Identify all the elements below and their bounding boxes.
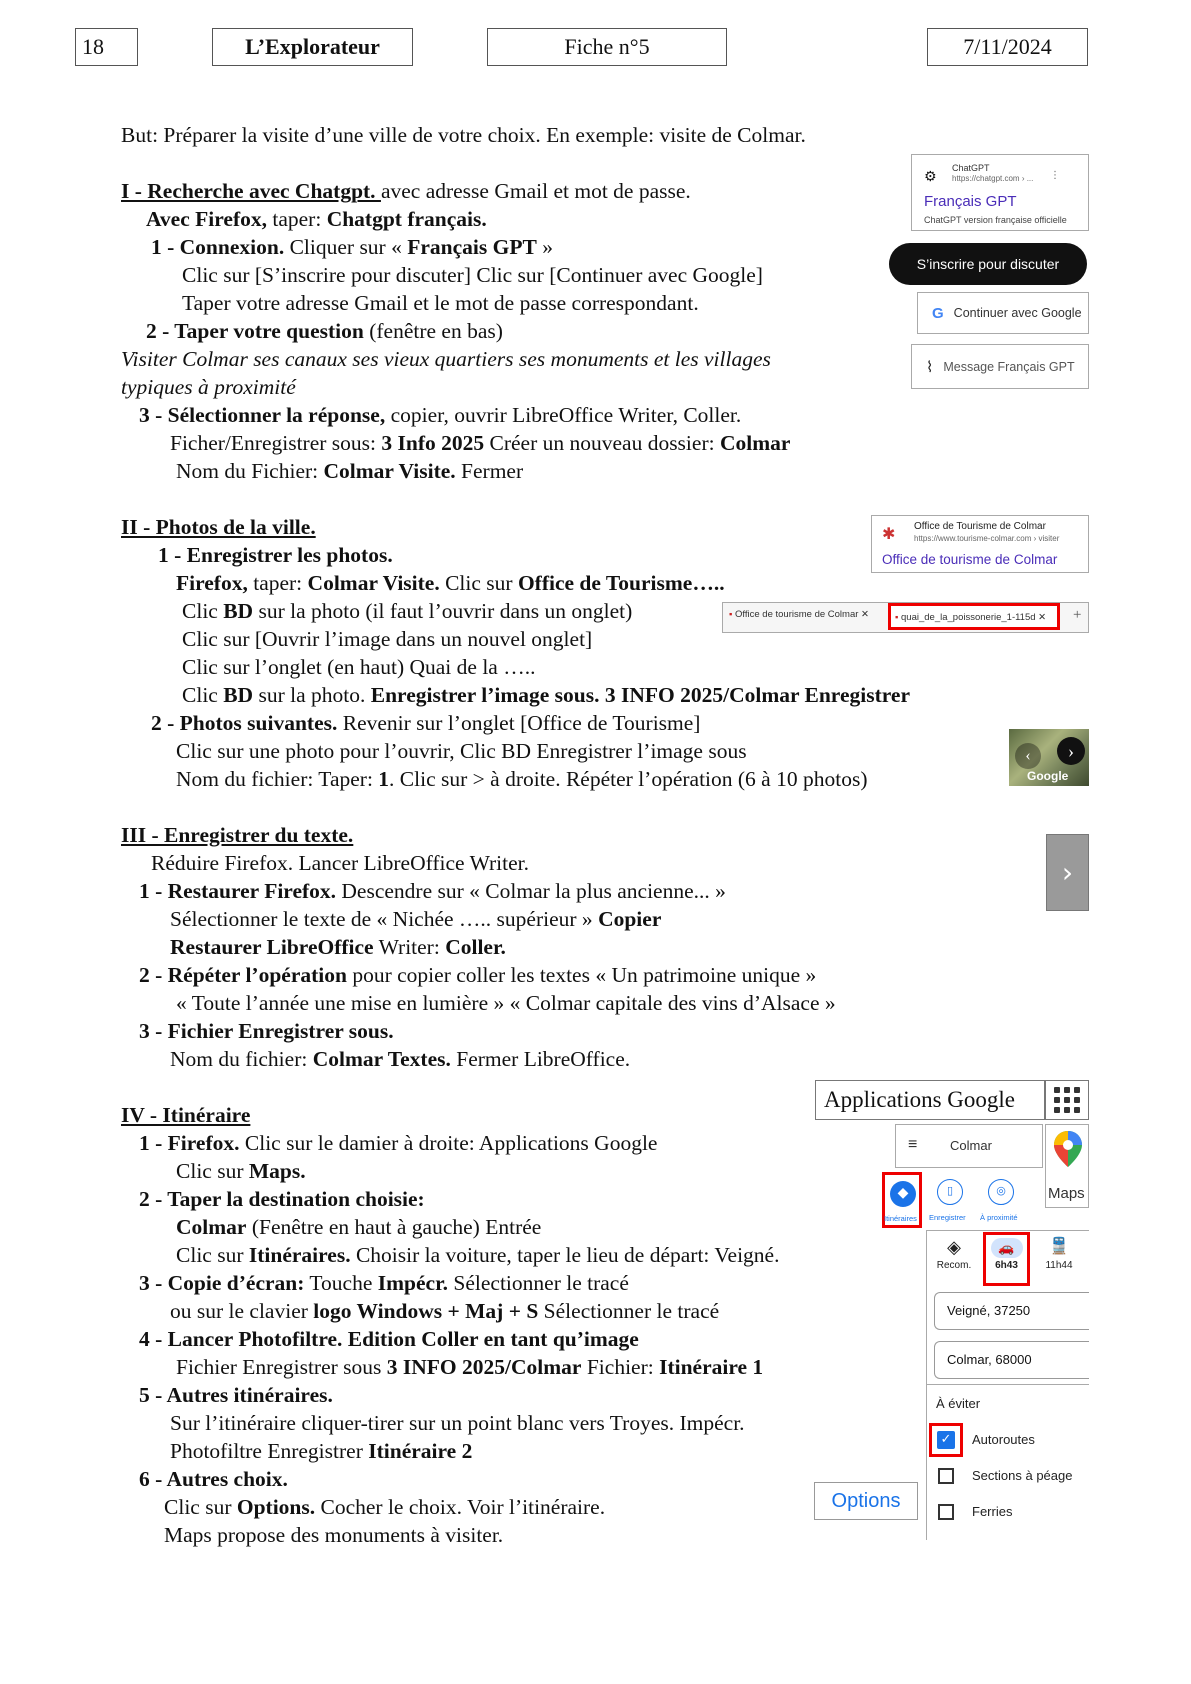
maps-app-tile[interactable]	[1045, 1124, 1089, 1208]
s3-line-2: 1 - Restaurer Firefox. Descendre sur « Colmar la plus ancienne... »	[139, 879, 726, 903]
avoid-ferries-label: Ferries	[972, 1504, 1013, 1519]
mode-train-label: 11h44	[1045, 1260, 1073, 1271]
s3-line-8: Nom du fichier: Colmar Textes. Fermer LibreOffice.	[170, 1047, 631, 1071]
s4-line-14: Clic sur Options. Cocher le choix. Voir l’itinéraire.	[164, 1495, 606, 1519]
s3-line-3: Sélectionner le texte de « Nichée ….. supérieur » Copier	[170, 907, 662, 931]
s2-line-1: 1 - Enregistrer les photos.	[158, 543, 393, 567]
s1-line-1: Avec Firefox, taper: Chatgpt français.	[146, 207, 487, 231]
more-icon[interactable]: ⋮	[1050, 170, 1060, 181]
s2-line-6: Clic BD sur la photo. Enregistrer l’image sous. 3 INFO 2025/Colmar Enregistrer	[182, 683, 910, 707]
enregistrer-button[interactable]	[928, 1172, 972, 1228]
intro-text: But: Préparer la visite d’une ville de votre choix. En exemple: visite de Colmar.	[121, 123, 806, 147]
maps-search-box[interactable]	[895, 1124, 1043, 1168]
google-watermark: Google	[1027, 769, 1069, 783]
s3-line-7: 3 - Fichier Enregistrer sous.	[139, 1019, 394, 1043]
tourism-logo-icon: ✱	[882, 526, 896, 543]
s1-line-5: 2 - Taper votre question (fenêtre en bas)	[146, 319, 503, 343]
s1-question-1: Visiter Colmar ses canaux ses vieux quartiers ses monuments et les villages	[121, 347, 771, 371]
avoid-highways-label: Autoroutes	[972, 1432, 1035, 1447]
s2-line-3: Clic BD sur la photo (il faut l’ouvrir dans un onglet)	[182, 599, 633, 623]
page-number: 18	[75, 28, 138, 66]
date: 7/11/2024	[927, 28, 1088, 66]
chatgpt-search-result[interactable]	[911, 154, 1089, 231]
s4-line-10: 5 - Autres itinéraires.	[139, 1383, 333, 1407]
s4-line-13: 6 - Autres choix.	[139, 1467, 288, 1491]
s4-line-3: 2 - Taper la destination choisie:	[139, 1187, 425, 1211]
avoid-title: À éviter	[936, 1396, 981, 1411]
chatgpt-logo-icon: ⚙	[924, 168, 937, 184]
s1-question-2: typiques à proximité	[121, 375, 296, 399]
s4-line-12: Photofiltre Enregistrer Itinéraire 2	[170, 1439, 473, 1463]
avoid-tolls-label: Sections à péage	[972, 1468, 1073, 1483]
mode-car[interactable]	[983, 1232, 1030, 1286]
tab-favicon-icon: ▪	[729, 609, 733, 620]
s3-line-5: 2 - Répéter l’opération pour copier coller les textes « Un patrimoine unique »	[139, 963, 817, 987]
result-url: https://chatgpt.com › ...	[952, 174, 1034, 183]
enregistrer-label: Enregistrer	[929, 1213, 966, 1222]
s2-line-4: Clic sur [Ouvrir l’image dans un nouvel onglet]	[182, 627, 593, 651]
s4-line-8: 4 - Lancer Photofiltre. Edition Coller en tant qu’image	[139, 1327, 639, 1351]
message-placeholder: Message Français GPT	[943, 359, 1075, 374]
avoid-ferries-checkbox[interactable]	[938, 1504, 954, 1520]
mode-car-label: 6h43	[995, 1260, 1018, 1271]
s4-line-2: Clic sur Maps.	[176, 1159, 306, 1183]
mode-recommended[interactable]	[930, 1234, 978, 1284]
avoid-tolls-checkbox[interactable]	[938, 1468, 954, 1484]
mode-train[interactable]	[1034, 1234, 1084, 1284]
paperclip-icon[interactable]: ⌇	[926, 358, 934, 376]
signup-button[interactable]: S’inscrire pour discuter	[889, 243, 1087, 285]
chevron-left-icon[interactable]: ‹	[1015, 743, 1041, 769]
diamond-arrow-icon: ◈	[947, 1237, 961, 1257]
s2-line-9: Nom du fichier: Taper: 1. Clic sur > à droite. Répéter l’opération (6 à 10 photos)	[176, 767, 868, 791]
new-tab-icon[interactable]: +	[1073, 607, 1082, 623]
mode-recommended-label: Recom.	[936, 1260, 972, 1271]
directions-icon: ◆	[890, 1181, 916, 1207]
proximite-label: À proximité	[980, 1213, 1018, 1222]
google-continue-label: Continuer avec Google	[953, 306, 1082, 320]
proximite-button[interactable]	[979, 1172, 1023, 1228]
google-apps-label: Applications Google	[815, 1080, 1045, 1120]
s4-line-6: 3 - Copie d’écran: Touche Impécr. Sélectionner le tracé	[139, 1271, 629, 1295]
s1-line-2: 1 - Connexion. Cliquer sur « Français GPT »	[151, 235, 553, 259]
tab-quai-photo[interactable]: ▪ quai_de_la_poissonerie_1-115d ✕	[888, 603, 1060, 630]
s1-line-3: Clic sur [S’inscrire pour discuter] Clic sur [Continuer avec Google]	[182, 263, 763, 287]
result-site-name: ChatGPT	[952, 163, 990, 173]
result-description: ChatGPT version française officielle	[924, 215, 1067, 225]
menu-icon[interactable]: ≡	[908, 1136, 918, 1153]
tab-office-tourisme[interactable]: ▪ Office de tourisme de Colmar ✕	[729, 609, 869, 620]
tourism-url: https://www.tourisme-colmar.com › visiter	[914, 534, 1060, 543]
google-continue-button[interactable]	[917, 292, 1089, 334]
tourism-site-name: Office de Tourisme de Colmar	[914, 521, 1046, 532]
next-arrow-button[interactable]: ›	[1046, 834, 1089, 911]
s2-line-7: 2 - Photos suivantes. Revenir sur l’onglet [Office de Tourisme]	[151, 711, 701, 735]
s4-line-4: Colmar (Fenêtre en haut à gauche) Entrée	[176, 1215, 542, 1239]
s3-line-1: Réduire Firefox. Lancer LibreOffice Writer.	[151, 851, 530, 875]
fiche-number: Fiche n°5	[487, 28, 727, 66]
maps-pin-icon	[1052, 1129, 1084, 1169]
s1-line-8: 3 - Sélectionner la réponse, copier, ouvrir LibreOffice Writer, Coller.	[139, 403, 742, 427]
divider	[926, 1384, 1089, 1385]
s3-line-6: « Toute l’année une mise en lumière » « Colmar capitale des vins d’Alsace »	[176, 991, 836, 1015]
itineraires-label: Itinéraires	[884, 1214, 917, 1223]
s4-line-15: Maps propose des monuments à visiter.	[164, 1523, 504, 1547]
tab-1-label: Office de tourisme de Colmar	[735, 609, 859, 620]
s2-line-5: Clic sur l’onglet (en haut) Quai de la …..	[182, 655, 536, 679]
message-field[interactable]	[911, 344, 1089, 389]
s1-line-9: Ficher/Enregistrer sous: 3 Info 2025 Créer un nouveau dossier: Colmar	[170, 431, 791, 455]
s4-line-5: Clic sur Itinéraires. Choisir la voiture, taper le lieu de départ: Veigné.	[176, 1243, 780, 1267]
s2-line-8: Clic sur une photo pour l’ouvrir, Clic BD Enregistrer l’image sous	[176, 739, 747, 763]
result-link[interactable]: Français GPT	[924, 193, 1017, 210]
avoid-highways-checkbox[interactable]: ✓	[937, 1431, 955, 1449]
chevron-right-icon[interactable]: ›	[1057, 737, 1085, 765]
s3-line-4: Restaurer LibreOffice Writer: Coller.	[170, 935, 506, 959]
section-1-heading: I - Recherche avec Chatgpt. avec adresse Gmail et mot de passe.	[121, 179, 691, 203]
s2-line-2: Firefox, taper: Colmar Visite. Clic sur Office de Tourisme…..	[176, 571, 725, 595]
apps-grid-icon[interactable]	[1045, 1080, 1089, 1120]
s1-line-10: Nom du Fichier: Colmar Visite. Fermer	[176, 459, 524, 483]
bookmark-icon: ▯	[937, 1179, 963, 1205]
tourism-link[interactable]: Office de tourisme de Colmar	[882, 552, 1058, 567]
s1-line-4: Taper votre adresse Gmail et le mot de passe correspondant.	[182, 291, 699, 315]
page-title: L’Explorateur	[212, 28, 413, 66]
origin-input[interactable]: Veigné, 37250	[934, 1292, 1089, 1330]
tab-favicon-icon: ▪	[895, 612, 899, 623]
itineraires-button[interactable]	[882, 1172, 922, 1228]
s4-line-11: Sur l’itinéraire cliquer-tirer sur un point blanc vers Troyes. Impécr.	[170, 1411, 745, 1435]
tourism-search-result[interactable]	[871, 515, 1089, 573]
section-2-heading: II - Photos de la ville.	[121, 515, 316, 539]
photo-gallery-thumbnail[interactable]	[1009, 729, 1089, 786]
options-button[interactable]: Options	[814, 1482, 918, 1520]
s4-line-9: Fichier Enregistrer sous 3 INFO 2025/Colmar Fichier: Itinéraire 1	[176, 1355, 764, 1379]
s4-line-7: ou sur le clavier logo Windows + Maj + S Sélectionner le tracé	[170, 1299, 720, 1323]
section-3-heading: III - Enregistrer du texte.	[121, 823, 354, 847]
destination-input[interactable]: Colmar, 68000	[934, 1341, 1089, 1379]
tab-2-label: quai_de_la_poissonerie_1-115d	[901, 612, 1036, 623]
car-icon: 🚗	[991, 1238, 1023, 1258]
nearby-icon: ◎	[988, 1179, 1014, 1205]
s4-line-1: 1 - Firefox. Clic sur le damier à droite: Applications Google	[139, 1131, 658, 1155]
train-icon: 🚆	[1049, 1238, 1069, 1255]
section-4-heading: IV - Itinéraire	[121, 1103, 251, 1127]
browser-tab-bar	[722, 602, 1089, 633]
maps-search-value: Colmar	[950, 1138, 992, 1153]
google-g-icon: G	[932, 304, 944, 322]
maps-label: Maps	[1048, 1185, 1085, 1202]
